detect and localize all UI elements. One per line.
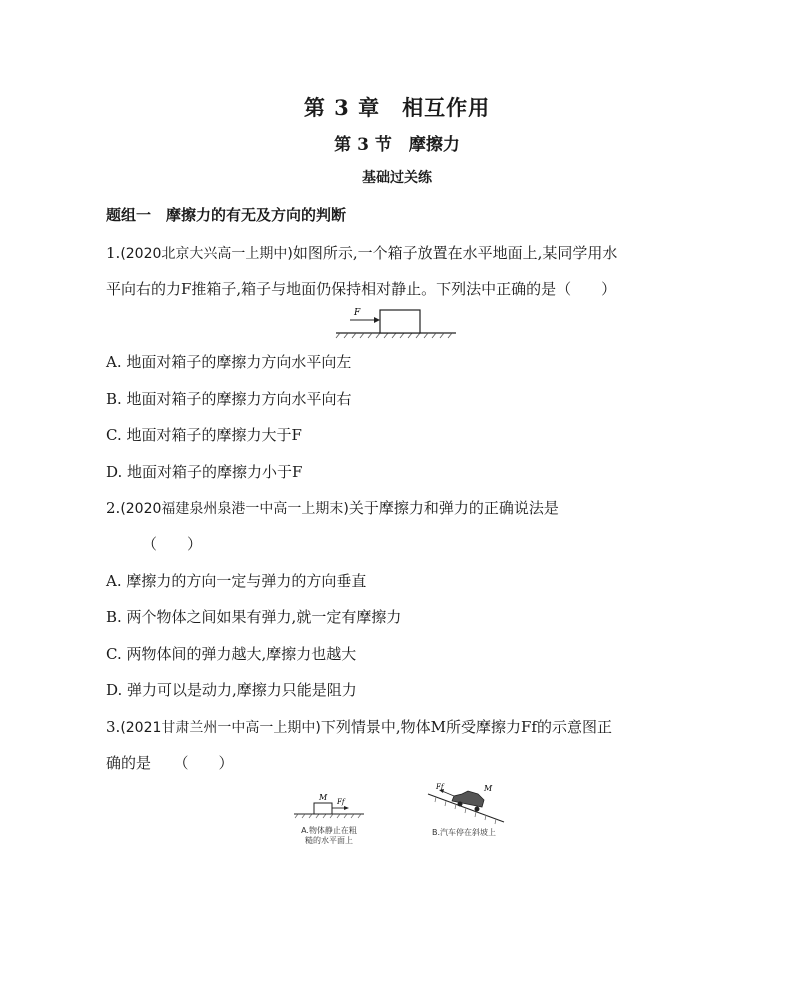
q3-number: 3. <box>106 718 121 736</box>
friction-arrowhead <box>344 806 349 810</box>
q3-stem-line2: 确的是 （ ） <box>106 754 234 772</box>
caption-a-line2: 糙的水平面上 <box>305 836 353 845</box>
q1-option-b: B. 地面对箱子的摩擦力方向水平向右 <box>106 390 352 408</box>
q3-source: (2021甘肃兰州一中高一上期中) <box>120 720 321 736</box>
q2-line1 <box>106 497 559 518</box>
label-m: M <box>319 793 328 802</box>
q3-line1 <box>106 716 612 737</box>
q2-source: (2020福建泉州泉港一中高一上期末) <box>120 501 349 517</box>
force-arrowhead <box>374 317 380 323</box>
chapter-title: 第 3 章 相互作用 <box>303 95 491 120</box>
q1-figure-box-pushed <box>330 304 462 340</box>
q2-option-c: C. 两物体间的弹力越大,摩擦力也越大 <box>106 645 357 663</box>
q1-number: 1. <box>106 244 121 262</box>
q1-line1 <box>106 242 617 263</box>
question-group-title: 题组一 摩擦力的有无及方向的判断 <box>106 206 347 224</box>
ground-hatching <box>336 333 452 338</box>
q2-stem: 关于摩擦力和弹力的正确说法是 <box>348 499 559 517</box>
q1-stem-line1: 如图所示,一个箱子放置在水平地面上,某同学用水 <box>292 244 618 262</box>
label-ff: Ff <box>337 798 345 806</box>
q2-number: 2. <box>106 499 121 517</box>
q3-figure-b-caption: B.汽车停在斜坡上 <box>431 828 497 837</box>
q3-figure-a-caption <box>284 826 374 846</box>
q1-option-d: D. 地面对箱子的摩擦力小于F <box>106 463 303 481</box>
q3-figure-a <box>290 790 368 824</box>
q1-option-a: A. 地面对箱子的摩擦力方向水平向左 <box>106 353 352 371</box>
q2-option-b: B. 两个物体之间如果有弹力,就一定有摩擦力 <box>106 608 402 626</box>
q1-option-c: C. 地面对箱子的摩擦力大于F <box>106 426 302 444</box>
q2-option-d: D. 弹力可以是动力,摩擦力只能是阻力 <box>106 681 357 699</box>
ground-hatching <box>295 814 361 818</box>
label-ff: Ff <box>436 783 444 791</box>
q2-option-a: A. 摩擦力的方向一定与弹力的方向垂直 <box>106 572 367 590</box>
q3-stem-line1: 下列情景中,物体M所受摩擦力Ff的示意图正 <box>320 718 612 736</box>
q1-source: (2020北京大兴高一上期中) <box>120 246 293 262</box>
label-m: M <box>484 784 493 793</box>
caption-a-line1: A.物体静止在粗 <box>301 826 357 835</box>
box <box>380 310 420 333</box>
force-label: F <box>354 308 361 318</box>
section-title: 第 3 节 摩擦力 <box>334 135 460 155</box>
block-m <box>314 803 332 814</box>
friction-arrow <box>442 791 454 796</box>
q2-answer-blank: （ ） <box>142 535 203 553</box>
q3-figure-b <box>424 782 510 826</box>
q1-stem-line2: 平向右的力F推箱子,箱子与地面仍保持相对静止。下列法中正确的是（ ） <box>106 280 617 298</box>
subsection-title: 基础过关练 <box>362 170 432 186</box>
